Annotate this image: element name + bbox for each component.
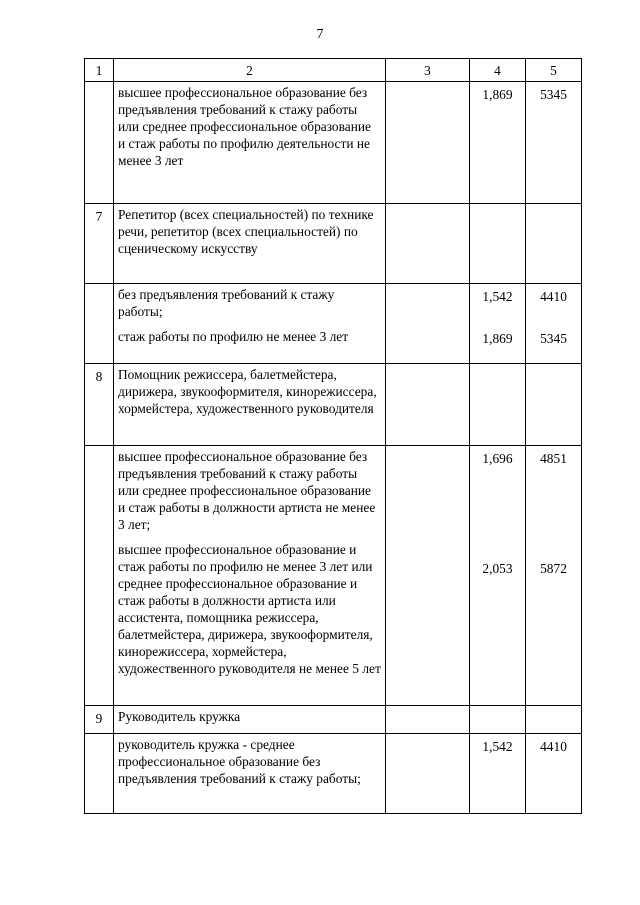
empty-cell	[386, 364, 470, 446]
requirement-text: высшее профессиональное образование и стаж работы по профилю не менее 3 лет или среднее профессиональное образование и стаж работы в должности артиста или ассистента, помощника режиссера, балетмейстера, дирижера, звукооформителя, кинорежиссера, хормейстера, художественного руководителя не менее 5 лет	[118, 542, 381, 676]
row-number: 7	[85, 204, 114, 284]
spacer	[530, 305, 577, 322]
empty-cell	[386, 734, 470, 814]
salary-cell	[526, 446, 582, 706]
coefficient-cell	[470, 284, 526, 364]
table-row	[85, 706, 582, 734]
salary-value: 5345	[526, 82, 582, 204]
header-cell-3: 3	[386, 59, 470, 82]
salary-value: 4410	[540, 289, 567, 304]
salary-value	[526, 706, 582, 734]
coefficient-value: 1,542	[482, 289, 513, 304]
position-title: Помощник режиссера, балетмейстера, дирижера, звукооформителя, кинорежиссера, хормейстера, художественного руководителя	[114, 364, 386, 446]
row-number	[85, 734, 114, 814]
table-row	[85, 734, 582, 814]
spacer	[474, 305, 521, 322]
coefficient-value	[470, 364, 526, 446]
row-number	[85, 82, 114, 204]
salary-value: 5345	[540, 331, 567, 346]
empty-cell	[386, 446, 470, 706]
empty-cell	[386, 204, 470, 284]
header-cell-1: 1	[85, 59, 114, 82]
position-title: Репетитор (всех специальностей) по технике речи, репетитор (всех специальностей) по сценическому искусству	[114, 204, 386, 284]
row-number: 8	[85, 364, 114, 446]
table-row	[85, 82, 582, 204]
header-cell-2: 2	[114, 59, 386, 82]
header-cell-5: 5	[526, 59, 582, 82]
coefficient-value: 1,696	[482, 451, 513, 466]
table-row	[85, 284, 582, 364]
position-title: Руководитель кружка	[114, 706, 386, 734]
coefficient-value	[470, 706, 526, 734]
header-cell-4: 4	[470, 59, 526, 82]
header-row	[85, 59, 582, 82]
coefficient-cell	[470, 446, 526, 706]
row-number	[85, 284, 114, 364]
page-number: 7	[316, 27, 324, 42]
coefficient-value: 1,869	[470, 82, 526, 204]
coefficient-value: 2,053	[482, 561, 513, 576]
salary-table	[84, 58, 582, 814]
coefficient-value	[470, 204, 526, 284]
requirements-cell	[114, 446, 386, 706]
empty-cell	[386, 284, 470, 364]
requirement-text: высшее профессиональное образование без предъявления требований к стажу работы или среднее профессиональное образование и стаж работы в должности артиста не менее 3 лет;	[118, 449, 376, 532]
empty-cell	[386, 706, 470, 734]
spacer	[530, 467, 577, 552]
salary-value	[526, 364, 582, 446]
coefficient-value: 1,542	[470, 734, 526, 814]
requirement-text: стаж работы по профилю не менее 3 лет	[118, 329, 349, 344]
salary-value: 4410	[526, 734, 582, 814]
requirement-text: руководитель кружка - среднее профессиональное образование без предъявления требований к стажу работы;	[114, 734, 386, 814]
row-number	[85, 446, 114, 706]
table-row	[85, 204, 582, 284]
table-row	[85, 364, 582, 446]
requirements-cell	[114, 284, 386, 364]
salary-cell	[526, 284, 582, 364]
row-number: 9	[85, 706, 114, 734]
salary-value: 5872	[540, 561, 567, 576]
salary-value: 4851	[540, 451, 567, 466]
coefficient-value: 1,869	[482, 331, 513, 346]
empty-cell	[386, 82, 470, 204]
salary-value	[526, 204, 582, 284]
requirement-text: высшее профессиональное образование без предъявления требований к стажу работы или среднее профессиональное образование и стаж работы по профилю деятельности не менее 3 лет	[114, 82, 386, 204]
table-row	[85, 446, 582, 706]
spacer	[474, 467, 521, 552]
requirement-text: без предъявления требований к стажу работы;	[118, 287, 335, 319]
